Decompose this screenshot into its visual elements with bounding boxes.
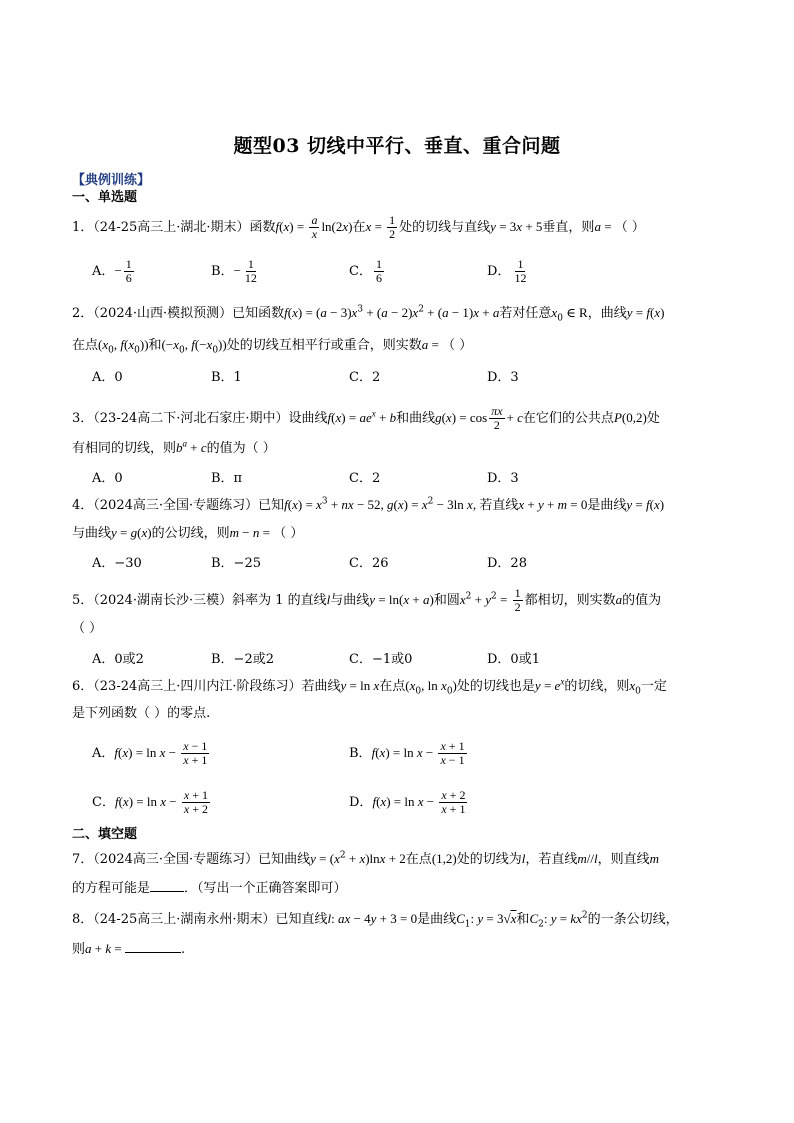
q5-option-b[interactable]: B．−2或2 xyxy=(211,652,274,667)
q6-option-b[interactable]: B．f(x) = ln x − $\frac{x + 1}{x - 1}$ xyxy=(349,739,465,767)
q4-option-a[interactable]: A．−30 xyxy=(92,556,142,571)
q7-answer-blank[interactable] xyxy=(150,879,184,892)
question-6: 6．（23-24高三上·四川内江·阶段练习）若曲线y = ln x在点($x_0$, $\ln x_0$)处的切线也是$y = e^x$的切线，则$x_0$一定 xyxy=(72,676,667,697)
q4-option-b[interactable]: B．−25 xyxy=(211,556,261,571)
question-2: 2．（2024·山西·模拟预测）已知函数$f(x) = (a - 3)x^3 + (a - 2)x^2 + (a - 1)x + a$若对任意$x_0$ ∈ R，曲线y = f(x) xyxy=(72,304,665,324)
q6-option-d[interactable]: D．f(x) = ln x − $\frac{x + 2}{x + 1}$ xyxy=(349,788,466,816)
example-training-header xyxy=(72,172,150,190)
q3-option-c[interactable]: C．2 xyxy=(349,471,381,486)
q8-answer-blank[interactable] xyxy=(125,940,181,953)
q2-option-d[interactable]: D．3 xyxy=(487,370,519,385)
q4-option-c[interactable]: C．26 xyxy=(349,556,389,571)
question-1: 1．（24-25高三上·湖北·期末）函数f(x) = $\frac{a}{x}$ ln(2x)在x = $\frac{1}{2}$ 处的切线与直线y = 3x + 5垂直，则a = （ ） xyxy=(72,213,645,241)
q3-option-a[interactable]: A．0 xyxy=(92,471,123,486)
q2-option-a[interactable]: A．0 xyxy=(92,370,123,385)
question-8: 8．（24-25高三上·湖南永州·期末）已知直线l: ax − 4y + 3 = 0是曲线$C_1$: y = 3√x和$C_2$: $y = kx^2$的一条公切线， xyxy=(72,910,679,930)
question-5-line-2: （ ） xyxy=(72,621,103,636)
question-8-line-2: 则a + k = . xyxy=(72,941,186,957)
question-2-line-2: 在点($x_0$, $f(x_0)$)和($-x_0$, $f(-x_0)$)处的切线互相平行或重合，则实数a = （ ） xyxy=(72,337,473,356)
q1-option-b[interactable]: B．− $\frac{1}{12}$ xyxy=(211,257,257,285)
question-7-line-2: 的方程可能是 ．（写出一个正确答案即可） xyxy=(72,881,347,896)
q6-option-c[interactable]: C．f(x) = ln x − $\frac{x + 1}{x + 2}$ xyxy=(92,788,208,816)
q5-option-d[interactable]: D．0或1 xyxy=(487,652,540,667)
q1-option-c[interactable]: C． $\frac{1}{6}$ xyxy=(349,257,382,285)
q5-option-c[interactable]: C．−1或0 xyxy=(349,652,413,667)
q3-option-d[interactable]: D．3 xyxy=(487,471,519,486)
q5-option-a[interactable]: A．0或2 xyxy=(92,652,144,667)
q1-option-d[interactable]: D． $\frac{1}{12}$ xyxy=(487,257,527,285)
section-fill-blank: 二、填空题 xyxy=(72,827,138,842)
q2-option-c[interactable]: C．2 xyxy=(349,370,381,385)
question-5: 5．（2024·湖南长沙·三模）斜率为 1 的直线l与曲线y = ln(x + a)和圆$x^2 + y^2$ = $\frac{1}{2}$ 都相切，则实数a的值为 xyxy=(72,586,662,614)
q1-option-a[interactable]: A．− $\frac{1}{6}$ xyxy=(92,257,132,285)
question-7: 7．（2024高三·全国·专题练习）已知曲线$y = (x^2 + x)\ln x + 2$在点(1,2)处的切线为l，若直线m//l，则直线m xyxy=(72,850,660,867)
question-4-line-2: 与曲线y = g(x)的公切线，则m − n = （ ） xyxy=(72,525,304,541)
q2-option-b[interactable]: B．1 xyxy=(211,370,242,385)
question-3-line-2: 有相同的切线，则$b^a + c$的值为（ ） xyxy=(72,438,276,456)
header-tag: 【典例训练】 xyxy=(72,173,151,188)
question-3: 3．（23-24高二下·河北石家庄·期中）设曲线$f(x) = ae^x + b$和曲线g(x) = cos $\frac{\pi x}{2}$ + c在它们的公共点P(0,2)处 xyxy=(72,404,660,432)
q4-option-d[interactable]: D．28 xyxy=(487,556,527,571)
q3-option-b[interactable]: B．π xyxy=(211,471,243,486)
page-title: 题型03 切线中平行、垂直、重合问题 xyxy=(233,135,561,157)
question-6-line-2: 是下列函数（ ）的零点. xyxy=(72,706,211,721)
question-4: 4．（2024高三·全国·专题练习）已知$f(x) = x^3$ + nx − 52, $g(x) = x^2 - 3\ln$ x, 若直线x + y + m = 0是曲线y = f(x) xyxy=(72,496,665,513)
section-single-choice: 一、单选题 xyxy=(72,190,138,205)
q6-option-a[interactable]: A．f(x) = ln x − $\frac{x - 1}{x + 1}$ xyxy=(92,739,208,767)
